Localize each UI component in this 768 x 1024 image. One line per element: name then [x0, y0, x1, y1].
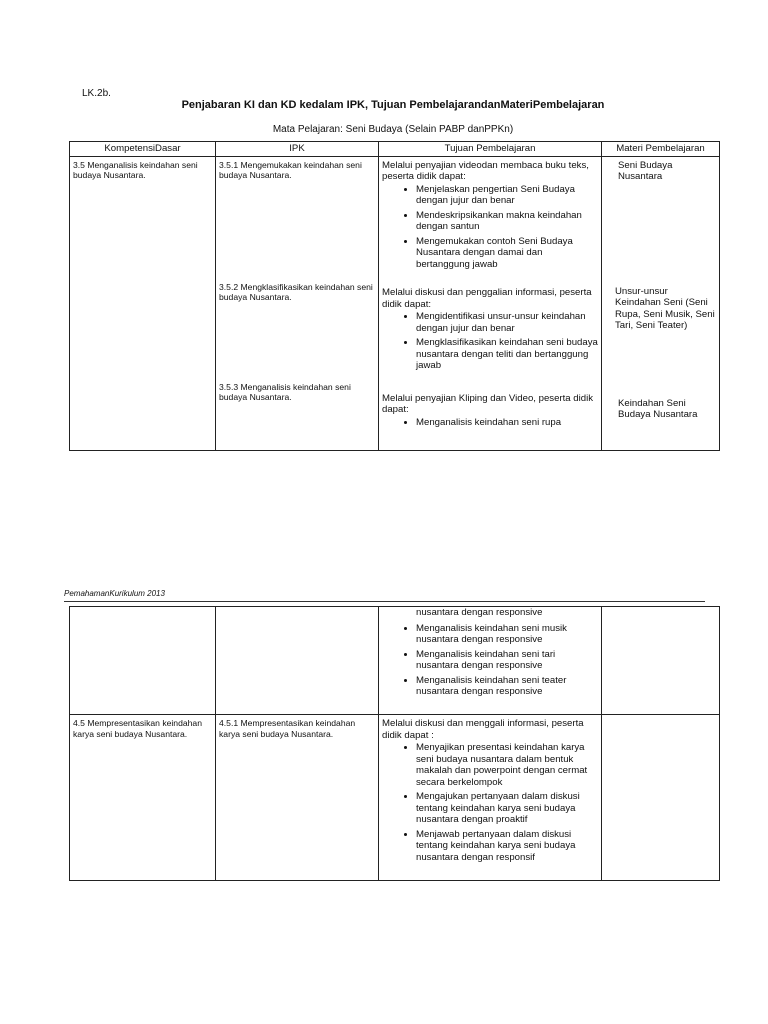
- kd-text: 3.5 Menganalisis keindahan seni budaya Nusantara.: [73, 159, 198, 180]
- list-item: • Mengklasifikasikan keindahan seni budaya nusantara dengan teliti dan bertanggung jawab: [416, 337, 598, 372]
- tujuan-2-list: [382, 311, 598, 372]
- list-item: • Menjelaskan pengertian Seni Budaya dengan jujur dan benar: [416, 184, 598, 207]
- tujuan-1-list: [382, 184, 598, 271]
- tujuan-4-list: [382, 742, 598, 863]
- ipk-451-cell: [216, 715, 379, 881]
- document-subtitle: Mata Pelajaran: Seni Budaya (Selain PABP danPPKn): [272, 124, 514, 135]
- materi-1: Seni Budaya Nusantara: [618, 159, 673, 182]
- continuation-text: nusantara dengan responsive: [416, 607, 543, 618]
- competency-table-continued: [69, 606, 720, 881]
- tujuan-2-intro: Melalui diskusi dan penggalian informasi, peserta didik dapat:: [382, 287, 592, 310]
- column-header-ipk: IPK: [216, 142, 379, 157]
- kd-45-cell: [70, 715, 216, 881]
- list-item: • Mengajukan pertanyaan dalam diskusi tentang keindahan karya seni budaya nusantara dengan proaktif: [416, 791, 598, 826]
- continuation-list: [382, 623, 598, 698]
- tujuan-3-list: [382, 417, 598, 429]
- list-item: • Mengidentifikasi unsur-unsur keindahan dengan jujur dan benar: [416, 311, 598, 334]
- kd-cell: [70, 156, 216, 451]
- tujuan-4-intro: Melalui diskusi dan menggali informasi, peserta didik dapat :: [382, 718, 584, 741]
- list-item: • Menganalisis keindahan seni musik nusantara dengan responsive: [416, 623, 598, 646]
- footer-divider: [64, 601, 705, 602]
- column-header-kd: KompetensiDasar: [70, 142, 216, 157]
- list-item: • Mengemukakan contoh Seni Budaya Nusantara dengan damai dan bertanggung jawab: [416, 236, 598, 271]
- kd-cell-empty: [70, 607, 216, 715]
- page-footer: PemahamanKurikulum 2013: [64, 589, 165, 598]
- materi-3: Keindahan Seni Budaya Nusantara: [618, 397, 698, 420]
- competency-table: [69, 141, 720, 451]
- list-item: • Menganalisis keindahan seni teater nusantara dengan responsive: [416, 675, 598, 698]
- ipk-451: 4.5.1 Mempresentasikan keindahan karya seni budaya Nusantara.: [219, 718, 356, 739]
- ipk-cell: [216, 156, 379, 451]
- document-title: Penjabaran KI dan KD kedalam IPK, Tujuan PembelajarandanMateriPembelajaran: [181, 99, 605, 111]
- materi-45-cell: [602, 715, 720, 881]
- ipk-cell-empty: [216, 607, 379, 715]
- tujuan-cell-continued: [379, 607, 602, 715]
- ipk-351: 3.5.1 Mengemukakan keindahan seni budaya Nusantara.: [219, 159, 362, 180]
- tujuan-cell: [379, 156, 602, 451]
- document-code: LK.2b.: [82, 88, 111, 99]
- column-header-tujuan: Tujuan Pembelajaran: [379, 142, 602, 157]
- list-item: • Menjawab pertanyaan dalam diskusi tentang keindahan karya seni budaya nusantara dengan responsif: [416, 829, 598, 864]
- ipk-352: 3.5.2 Mengklasifikasikan keindahan seni budaya Nusantara.: [219, 281, 373, 302]
- column-header-materi: Materi Pembelajaran: [602, 142, 720, 157]
- list-item: • Menganalisis keindahan seni tari nusantara dengan responsive: [416, 649, 598, 672]
- list-item: • Mendeskripsikankan makna keindahan dengan santun: [416, 210, 598, 233]
- tujuan-4-cell: [379, 715, 602, 881]
- ipk-353: 3.5.3 Menganalisis keindahan seni budaya Nusantara.: [219, 381, 351, 402]
- list-item: • Menganalisis keindahan seni rupa: [416, 417, 598, 429]
- materi-cell: [602, 156, 720, 451]
- materi-cell-empty: [602, 607, 720, 715]
- tujuan-3-intro: Melalui penyajian Kliping dan Video, peserta didik dapat:: [382, 392, 594, 415]
- list-item: • Menyajikan presentasi keindahan karya seni budaya nusantara dalam bentuk makalah dan powerpoint dengan cermat secara berkelompok: [416, 742, 598, 788]
- tujuan-1-intro: Melalui penyajian videodan membaca buku teks, peserta didik dapat:: [382, 159, 589, 182]
- materi-2: Unsur-unsur Keindahan Seni (Seni Rupa, Seni Musik, Seni Tari, Seni Teater): [615, 285, 715, 331]
- kd-text: 4.5 Mempresentasikan keindahan karya seni budaya Nusantara.: [73, 718, 202, 739]
